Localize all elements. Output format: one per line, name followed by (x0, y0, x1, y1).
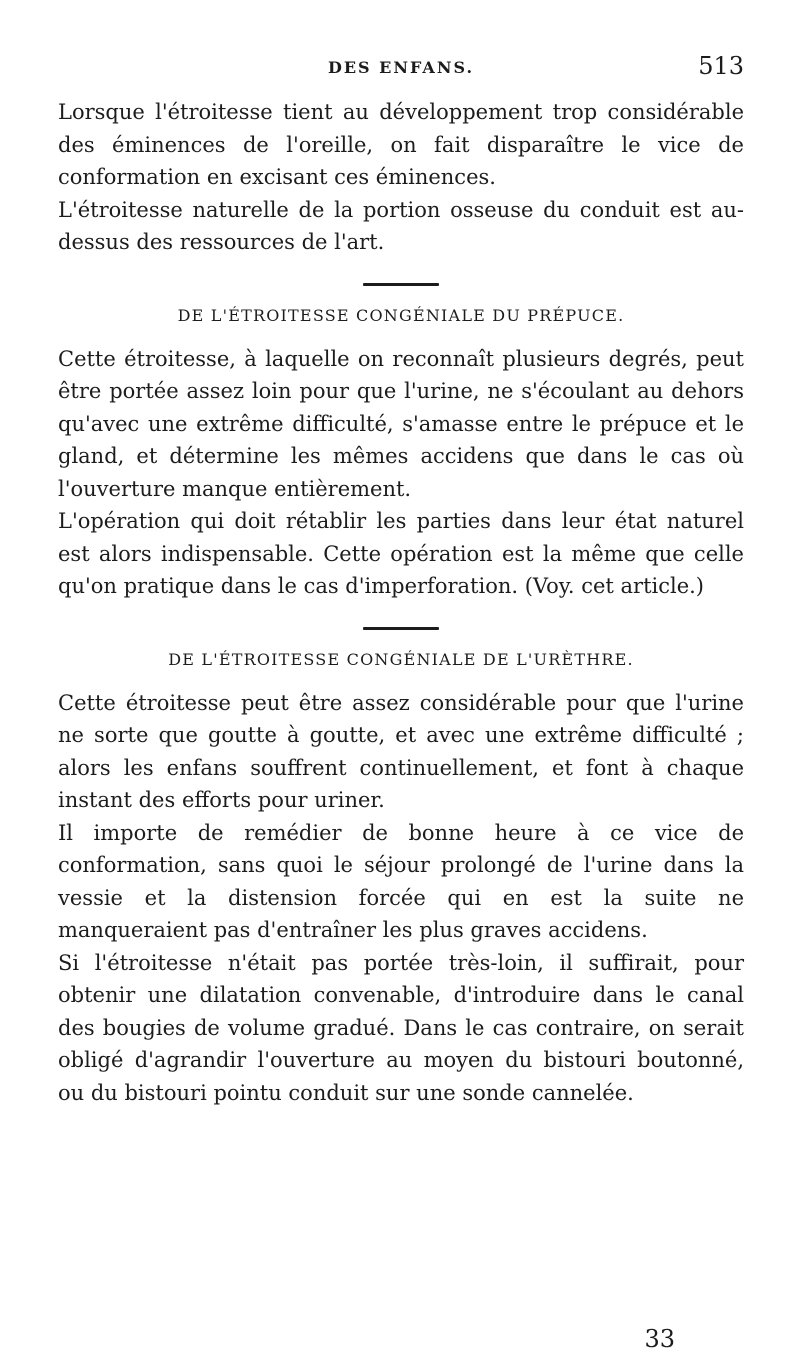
section-divider (363, 283, 439, 286)
paragraph: Si l'étroitesse n'était pas portée très-loin, il suffirait, pour obtenir une dilatation convenable, d'introduire dans le canal des bougies de volume gradué. Dans le cas contraire, on serait obligé d'agrandir l'ouverture au moyen du bistouri boutonné, ou du bistouri pointu conduit sur une sonde cannelée. (58, 950, 744, 1105)
section-heading-prepuce: DE L'ÉTROITESSE CONGÉNIALE DU PRÉPUCE. (177, 305, 625, 325)
paragraph: Cette étroitesse, à laquelle on reconnaît plusieurs degrés, peut être portée assez loin pour que l'urine, ne s'écoulant au dehors qu'avec une extrême difficulté, s'amasse entre le prépuce et le gland, et détermine les mêmes accidens que dans le cas où l'ouverture manque entièrement. (58, 346, 744, 501)
page-number: 513 (698, 52, 744, 80)
running-title: DES ENFANS. (327, 58, 475, 77)
paragraph: L'opération qui doit rétablir les parties dans leur état naturel est alors indispensable. Cette opération est la même que celle qu'on pratique dans le cas d'imperforation. (Voy. cet article.) (58, 509, 744, 598)
paragraph: L'étroitesse naturelle de la portion osseuse du conduit est au-dessus des ressources de l'art. (58, 197, 744, 254)
paragraph: Cette étroitesse peut être assez considérable pour que l'urine ne sorte que goutte à goutte, et avec une extrême difficulté ; alors les enfans souffrent continuellement, et font à chaque instant des efforts pour uriner. (58, 690, 744, 812)
signature-mark: 33 (644, 1325, 675, 1353)
section-divider (363, 627, 439, 630)
running-head (58, 52, 744, 96)
paragraph: Lorsque l'étroitesse tient au développement trop considérable des éminences de l'oreille, on fait disparaître le vice de conformation en excisant ces éminences. (58, 100, 744, 189)
section-heading-urethre: DE L'ÉTROITESSE CONGÉNIALE DE L'URÈTHRE. (168, 649, 634, 669)
paragraph: Il importe de remédier de bonne heure à ce vice de conformation, sans quoi le séjour prolongé de l'urine dans la vessie et la distension forcée qui en est la suite ne manqueraient pas d'entraîner les plus graves accidens. (58, 820, 744, 942)
